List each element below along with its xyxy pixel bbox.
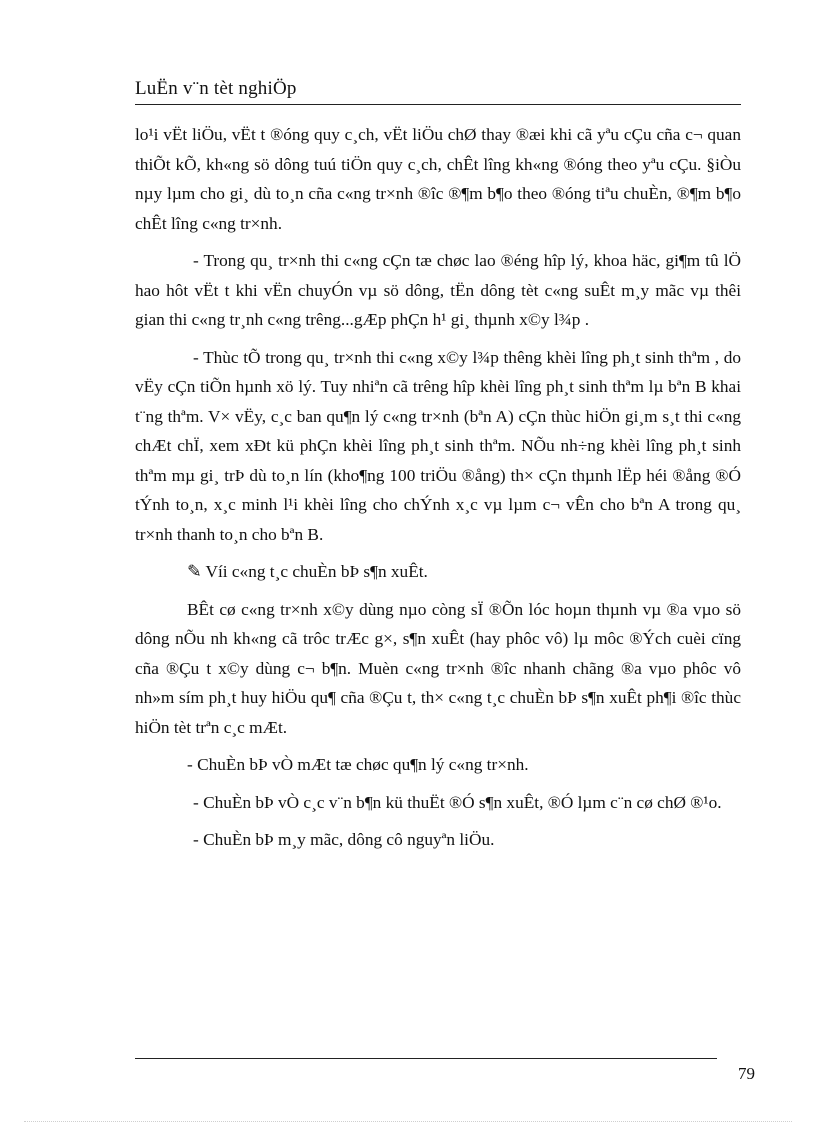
- paragraph-bullet-machinery: - ChuÈn bÞ m¸y mãc, dông cô nguyªn liÖu.: [193, 830, 495, 849]
- paragraph-bullet-labor: - Trong qu¸ tr×nh thi c«ng cÇn tæ chøc lao ®éng hîp lý, khoa häc, gi¶m tû lÖ hao hôt vËt t khi vËn chuyÓn vµ sö dông, tËn dông tèt c«ng suÊt m¸y mãc vµ thêi gian thi c«ng tr¸nh c«ng trêng...gÆp phÇn h¹ gi¸ thµnh x©y l¾p .: [135, 251, 741, 329]
- body-text: [135, 120, 741, 863]
- paragraph-bullet-organization: - ChuÈn bÞ vÒ mÆt tæ chøc qu¶n lý c«ng tr×nh.: [187, 755, 529, 774]
- paragraph-bullet-documents: - ChuÈn bÞ vÒ c¸c v¨n b¶n kü thuËt ®Ó s¶n xuÊt, ®Ó lµm c¨n cø chØ ®¹o.: [193, 792, 722, 812]
- paragraph-bullet-additional-volume: - Thùc tÕ trong qu¸ tr×nh thi c«ng x©y l¾p thêng khèi lîng ph¸t sinh thªm , do vËy cÇn tiÕn hµnh xö lý. Tuy nhiªn cã trêng hîp khèi lîng ph¸t sinh thªm lµ bªn B khai t¨ng thªm. V× vËy, c¸c ban qu¶n lý c«ng tr×nh (bªn A) cÇn thùc hiÖn gi¸m s¸t thi c«ng chÆt chÏ, xem xÐt kü phÇn khèi lîng ph¸t sinh thªm. NÕu nh÷ng khèi lîng ph¸t sinh thªm mµ gi¸ trÞ dù to¸n lín (kho¶ng 100 triÖu ®ång) th× cÇn thµnh lËp héi ®ång ®Ó tÝnh to¸n, x¸c minh l¹i khèi lîng cho chÝnh x¸c vµ lµm c¬ vÊn cho bªn A trong qu¸ tr×nh thanh to¸n cho bªn B.: [135, 347, 741, 544]
- paragraph-production-prep: BÊt cø c«ng tr×nh x©y dùng nµo còng sÏ ®Õn lóc hoµn thµnh vµ ®a vµo sö dông nÕu nh kh«ng cã trôc trÆc g×, s¶n xuÊt (hay phôc vô) lµ môc ®Ých cuèi cïng cña ®Çu t x©y dùng c¬ b¶n. Muèn c«ng tr×nh ®îc nhanh chãng ®a vµo phôc vô nh»m sím ph¸t huy hiÖu qu¶ cña ®Çu t, th× c«ng t¸c chuÈn bÞ s¶n xuÊt ph¶i ®îc thùc hiÖn tèt trªn c¸c mÆt.: [135, 599, 741, 737]
- page-number: 79: [738, 1064, 755, 1083]
- paragraph-production-prep-heading: ✎ Víi c«ng t¸c chuÈn bÞ s¶n xuÊt.: [187, 562, 428, 581]
- page-header: LuËn v¨n tèt nghiÖp: [135, 78, 741, 105]
- paragraph-continuation: lo¹i vËt liÖu, vËt t ®óng quy c¸ch, vËt liÖu chØ thay ®æi khi cã yªu cÇu cña c¬ quan thiÕt kÕ, kh«ng sö dông tuú tiÖn quy c¸ch, chÊt lîng kh«ng ®óng theo yªu cÇu. §iÒu nµy lµm cho gi¸ dù to¸n cña c«ng tr×nh ®îc ®¶m b¶o theo ®óng tiªu chuÈn, ®¶m b¶o chÊt lîng c«ng tr×nh.: [135, 125, 741, 233]
- footer-divider: [135, 1058, 717, 1059]
- page-bottom-border: [24, 1121, 792, 1122]
